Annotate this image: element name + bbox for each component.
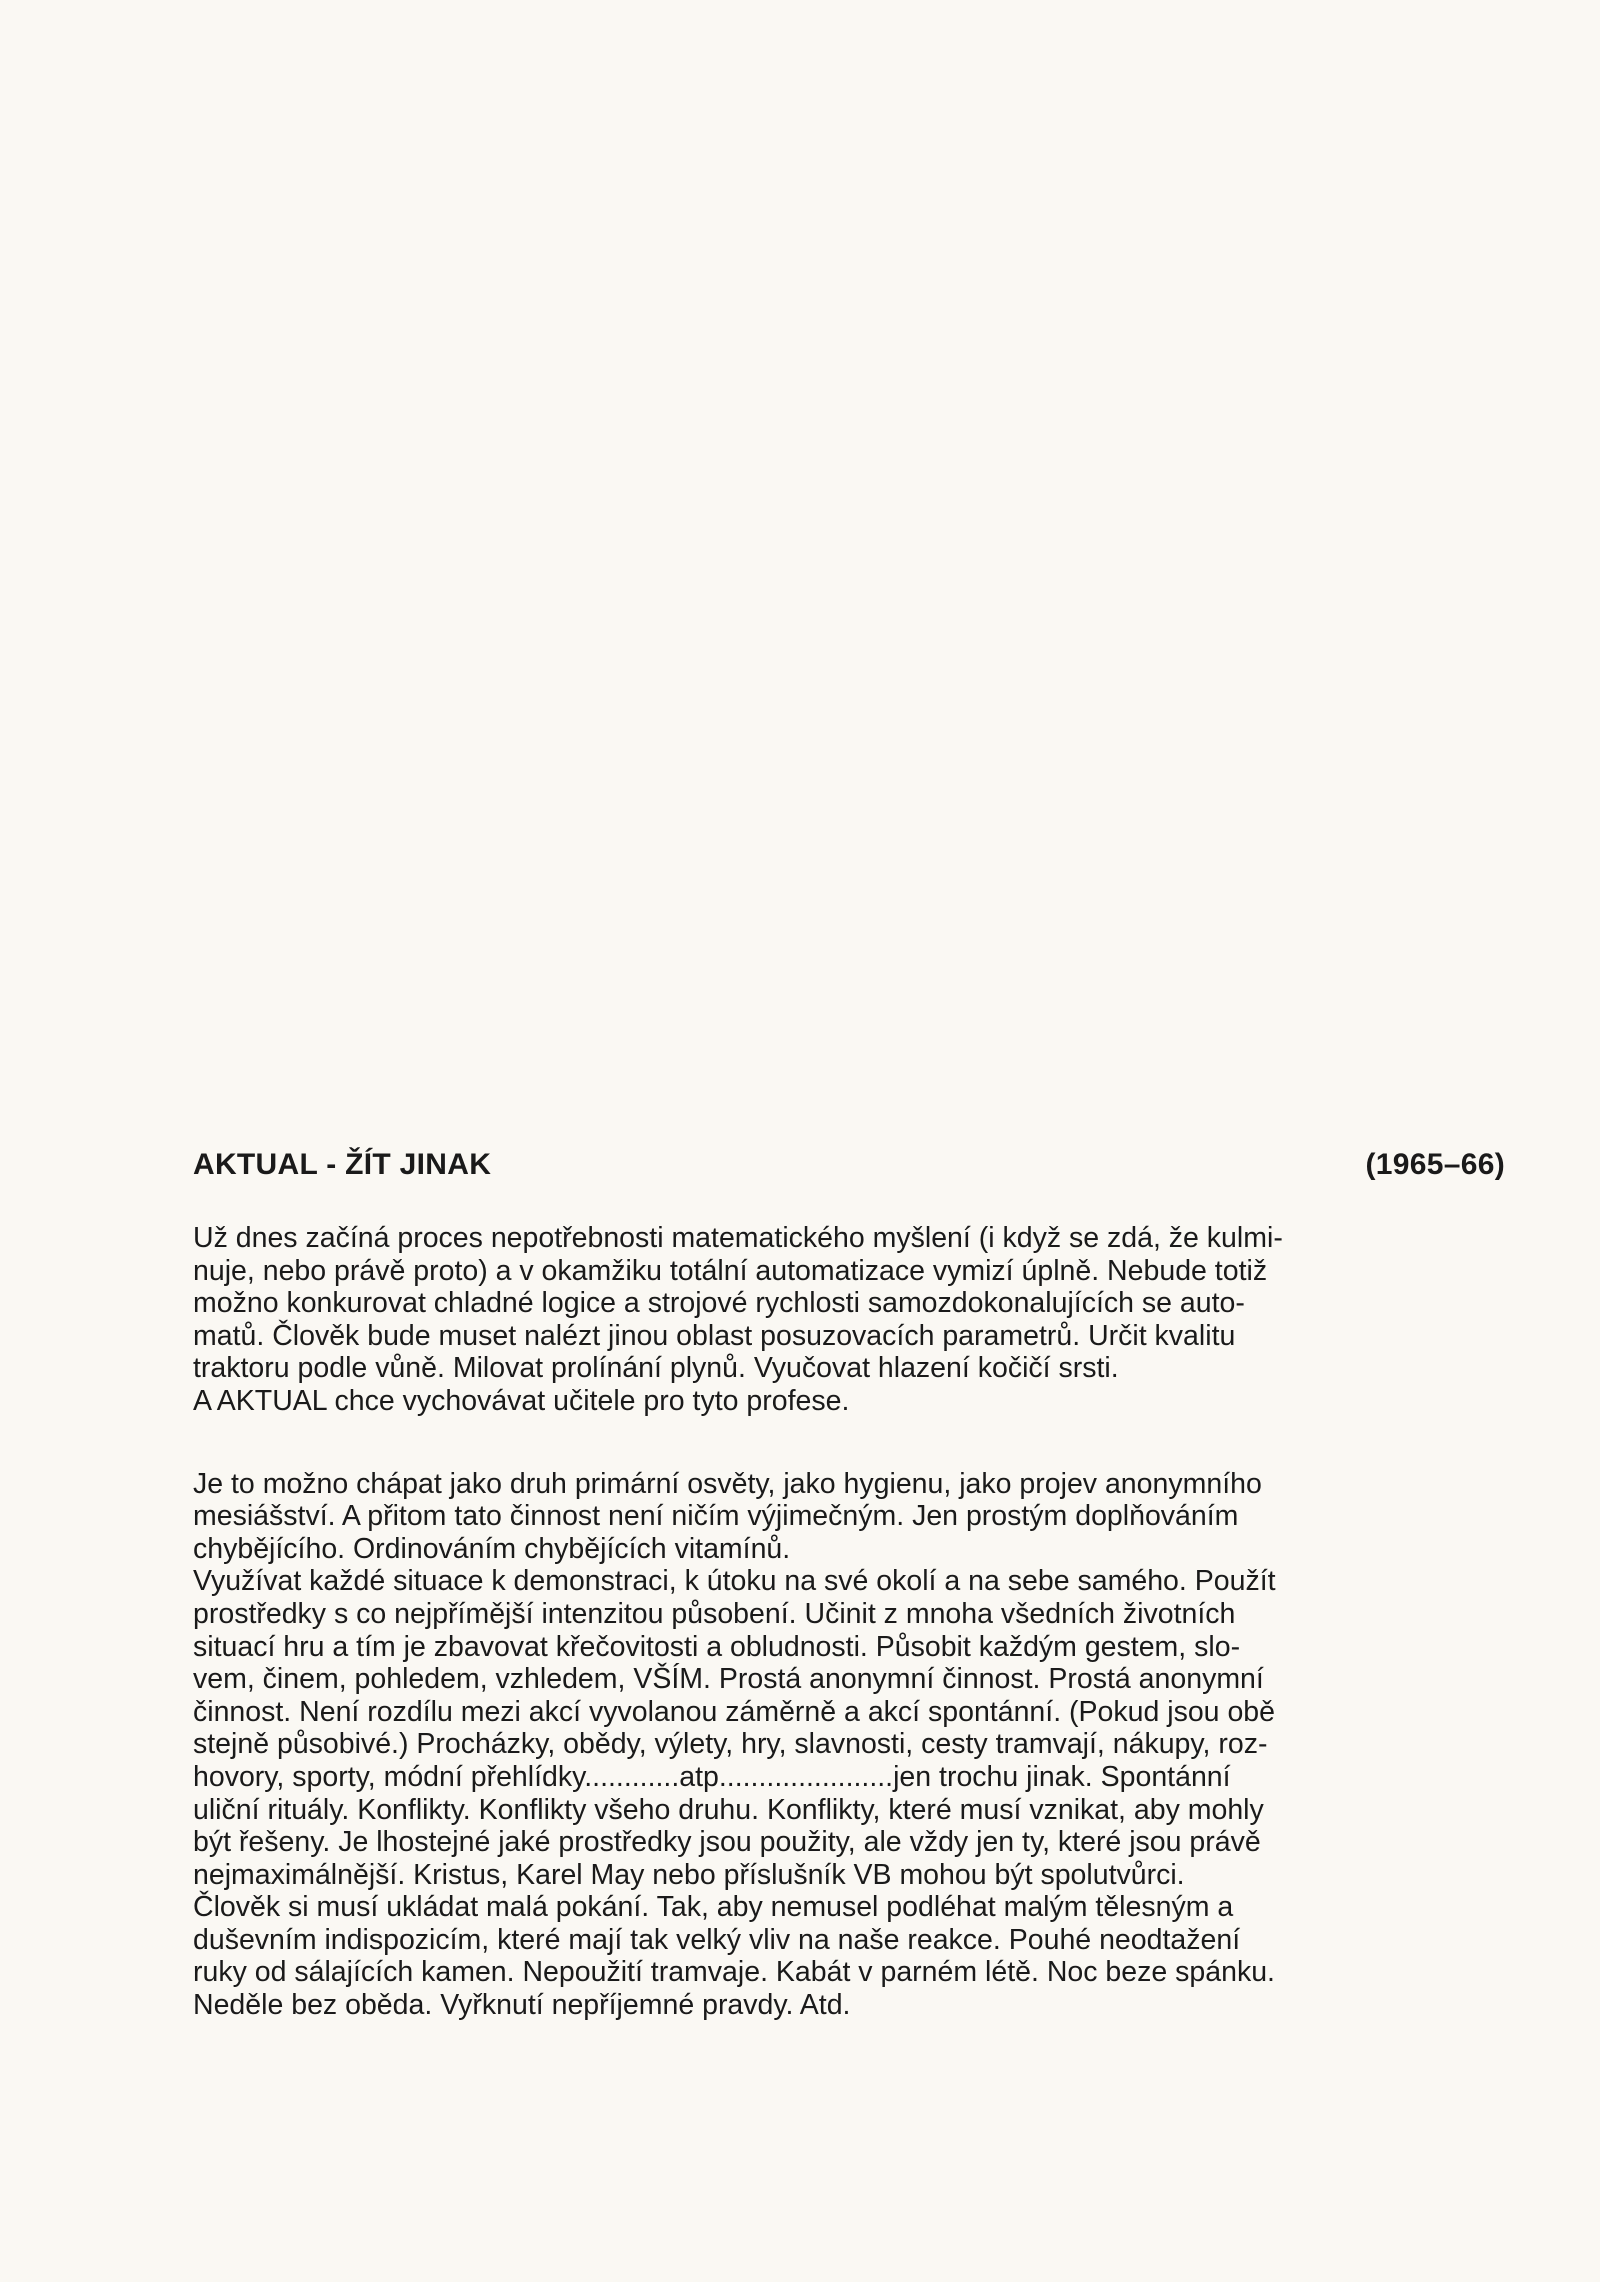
text-line: činnost. Není rozdílu mezi akcí vyvolanou záměrně a akcí spontánní. (Pokud jsou obě (193, 1695, 1275, 1728)
text-line: situací hru a tím je zbavovat křečovitosti a obludnosti. Působit každým gestem, slo- (193, 1630, 1241, 1663)
text-line: Už dnes začíná proces nepotřebnosti matematického myšlení (i když se zdá, že kulmi- (193, 1222, 1283, 1254)
text-line: chybějícího. Ordinováním chybějících vitamínů. (193, 1532, 791, 1565)
paragraph-2 (193, 1468, 1505, 2022)
text-line: Člověk si musí ukládat malá pokání. Tak, aby nemusel podléhat malým tělesným a (193, 1891, 1234, 1924)
heading-years: (1965–66) (1365, 1148, 1505, 1181)
text-line: hovory, sporty, módní přehlídky............atp......................jen trochu jinak. Spontánní (193, 1760, 1231, 1793)
text-line: vem, činem, pohledem, vzhledem, VŠÍM. Prostá anonymní činnost. Prostá anonymní (193, 1663, 1264, 1696)
text-line: prostředky s co nejpřímější intenzitou působení. Učinit z mnoha všedních životních (193, 1597, 1236, 1630)
text-line: A AKTUAL chce vychovávat učitele pro tyto profese. (193, 1384, 850, 1417)
text-line: duševním indispozicím, které mají tak velký vliv na naše reakce. Pouhé neodtažení (193, 1923, 1241, 1956)
text-line: Je to možno chápat jako druh primární osvěty, jako hygienu, jako projev anonymního (193, 1467, 1262, 1500)
text-line: Využívat každé situace k demonstraci, k útoku na své okolí a na sebe samého. Použít (193, 1565, 1276, 1598)
text-line: stejně působivé.) Procházky, obědy, výlety, hry, slavnosti, cesty tramvají, nákupy, roz- (193, 1728, 1268, 1761)
paragraph-gap (193, 1418, 1505, 1468)
text-line: nejmaximálnější. Kristus, Karel May nebo příslušník VB mohou být spolutvůrci. (193, 1858, 1185, 1891)
paragraph-1 (193, 1222, 1505, 1418)
heading-title: AKTUAL - ŽÍT JINAK (193, 1148, 492, 1181)
text-line: nuje, nebo právě proto) a v okamžiku totální automatizace vymizí úplně. Nebude totiž (193, 1254, 1268, 1287)
text-line: matů. Člověk bude muset nalézt jinou oblast posuzovacích parametrů. Určit kvalitu (193, 1319, 1236, 1352)
text-line: Neděle bez oběda. Vyřknutí nepříjemné pravdy. Atd. (193, 1989, 851, 2022)
text-line: mesiášství. A přitom tato činnost není ničím výjimečným. Jen prostým doplňováním (193, 1500, 1239, 1533)
text-line: uliční rituály. Konflikty. Konflikty všeho druhu. Konflikty, které musí vznikat, aby mohly (193, 1793, 1264, 1826)
heading-row (193, 1148, 1505, 1182)
text-line: být řešeny. Je lhostejné jaké prostředky jsou použity, ale vždy jen ty, které jsou právě (193, 1826, 1261, 1859)
text-block (193, 1148, 1505, 2022)
text-line: ruky od sálajících kamen. Nepoužití tramvaje. Kabát v parném létě. Noc beze spánku. (193, 1956, 1275, 1989)
text-line: traktoru podle vůně. Milovat prolínání plynů. Vyučovat hlazení kočičí srsti. (193, 1352, 1119, 1385)
text-line: možno konkurovat chladné logice a strojové rychlosti samozdokonalujících se auto- (193, 1287, 1245, 1320)
